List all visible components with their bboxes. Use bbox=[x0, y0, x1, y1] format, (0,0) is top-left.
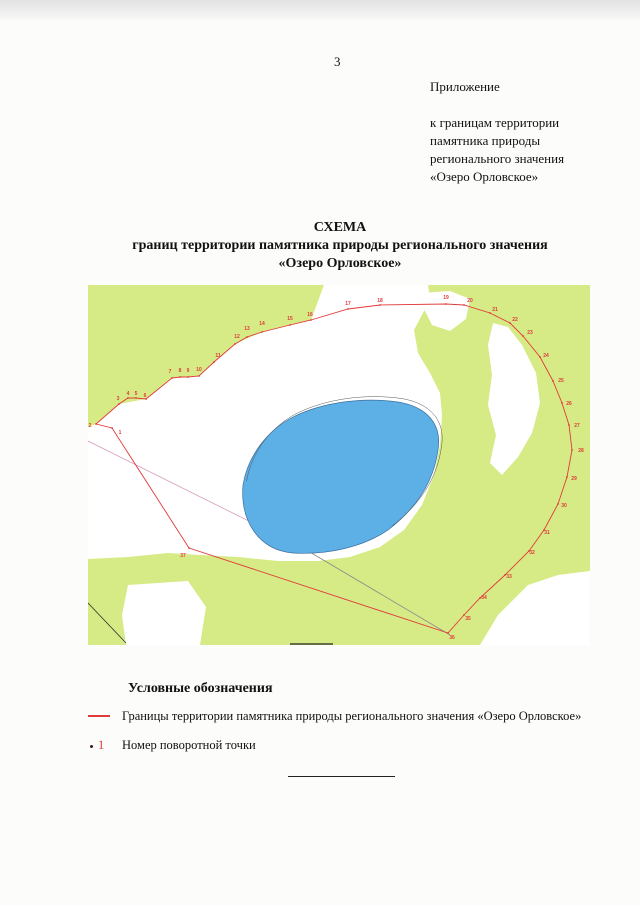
turning-point-label: 35 bbox=[465, 615, 471, 622]
turning-point-label: 12 bbox=[234, 333, 240, 340]
appendix-line: «Озеро Орловское» bbox=[430, 169, 539, 184]
turning-point-dot bbox=[111, 427, 113, 429]
turning-point-label: 9 bbox=[186, 367, 190, 374]
turning-point-dot bbox=[561, 402, 563, 404]
turning-point-label: 11 bbox=[215, 352, 221, 359]
turning-point-label: 37 bbox=[180, 552, 186, 559]
turning-point-dot bbox=[571, 449, 573, 451]
turning-point-dot bbox=[310, 319, 312, 321]
turning-point-label: 21 bbox=[492, 306, 498, 313]
turning-point-label: 7 bbox=[168, 368, 172, 375]
turning-point-dot bbox=[213, 361, 215, 363]
turning-point-label: 15 bbox=[287, 315, 293, 322]
turning-point-dot bbox=[95, 423, 97, 425]
appendix-label: Приложение bbox=[430, 79, 500, 94]
turning-point-dot bbox=[234, 343, 236, 345]
turning-point-dot bbox=[127, 397, 129, 399]
turning-point-dot bbox=[135, 397, 137, 399]
turning-point-label: 4 bbox=[126, 390, 130, 397]
legend-point-dot bbox=[90, 745, 93, 748]
title-line: «Озеро Орловское» bbox=[278, 256, 402, 271]
turning-point-label: 23 bbox=[527, 329, 533, 336]
turning-point-label: 20 bbox=[467, 297, 473, 304]
turning-point-label: 3 bbox=[116, 395, 120, 402]
turning-point-label: 24 bbox=[543, 352, 549, 359]
legend-boundary-swatch bbox=[88, 715, 110, 717]
turning-point-label: 19 bbox=[443, 294, 449, 301]
turning-point-dot bbox=[445, 303, 447, 305]
turning-point-dot bbox=[179, 376, 181, 378]
turning-point-label: 10 bbox=[196, 366, 202, 373]
map-canvas bbox=[88, 285, 590, 645]
appendix-caption bbox=[430, 114, 564, 186]
turning-point-dot bbox=[379, 304, 381, 306]
turning-point-label: 28 bbox=[578, 447, 584, 454]
turning-point-dot bbox=[557, 503, 559, 505]
turning-point-dot bbox=[463, 304, 465, 306]
turning-point-dot bbox=[552, 380, 554, 382]
document-title bbox=[60, 219, 620, 273]
turning-point-dot bbox=[447, 632, 449, 634]
turning-point-label: 13 bbox=[244, 325, 250, 332]
appendix-line: регионального значения bbox=[430, 151, 565, 166]
page-number: 3 bbox=[334, 54, 341, 69]
turning-point-label: 14 bbox=[259, 320, 265, 327]
title-heading: СХЕМА bbox=[313, 220, 367, 235]
turning-point-label: 30 bbox=[561, 502, 567, 509]
turning-point-label: 6 bbox=[143, 392, 147, 399]
turning-point-label: 26 bbox=[566, 400, 572, 407]
boundary-map bbox=[88, 285, 590, 645]
end-rule bbox=[288, 776, 395, 777]
title-line: границ территории памятника природы регионального значения bbox=[132, 238, 548, 253]
turning-point-label: 25 bbox=[558, 377, 564, 384]
turning-point-label: 5 bbox=[134, 390, 138, 397]
turning-point-dot bbox=[171, 377, 173, 379]
turning-point-label: 1 bbox=[118, 429, 122, 436]
turning-point-dot bbox=[261, 331, 263, 333]
legend-heading: Условные обозначения bbox=[128, 681, 273, 696]
turning-point-label: 8 bbox=[178, 367, 182, 374]
appendix-line: к границам территории bbox=[430, 115, 560, 130]
turning-point-label: 16 bbox=[307, 311, 313, 318]
legend-boundary-text: Границы территории памятника природы регионального значения «Озеро Орловское» bbox=[122, 709, 582, 723]
turning-point-dot bbox=[522, 335, 524, 337]
turning-point-label: 32 bbox=[529, 549, 535, 556]
turning-point-label: 18 bbox=[377, 297, 383, 304]
turning-point-dot bbox=[187, 376, 189, 378]
turning-point-dot bbox=[246, 336, 248, 338]
legend-point-text: Номер поворотной точки bbox=[122, 738, 256, 752]
turning-point-label: 27 bbox=[574, 422, 580, 429]
open-land-southwest bbox=[122, 581, 206, 645]
turning-point-label: 31 bbox=[544, 529, 550, 536]
turning-point-label: 29 bbox=[571, 475, 577, 482]
turning-point-dot bbox=[289, 324, 291, 326]
turning-point-dot bbox=[509, 322, 511, 324]
turning-point-label: 36 bbox=[449, 634, 455, 641]
turning-point-label: 34 bbox=[481, 594, 487, 601]
turning-point-label: 17 bbox=[345, 300, 351, 307]
turning-point-dot bbox=[489, 312, 491, 314]
turning-point-dot bbox=[566, 476, 568, 478]
turning-point-dot bbox=[118, 403, 120, 405]
turning-point-dot bbox=[539, 356, 541, 358]
turning-point-label: 22 bbox=[512, 316, 518, 323]
turning-point-label: 33 bbox=[506, 573, 512, 580]
turning-point-dot bbox=[347, 308, 349, 310]
appendix-line: памятника природы bbox=[430, 133, 541, 148]
turning-point-dot bbox=[188, 547, 190, 549]
scan-edge bbox=[0, 0, 640, 22]
legend-point-marker: 1 bbox=[98, 738, 105, 752]
turning-point-label: 2 bbox=[88, 422, 92, 429]
turning-point-dot bbox=[568, 424, 570, 426]
turning-point-dot bbox=[198, 375, 200, 377]
